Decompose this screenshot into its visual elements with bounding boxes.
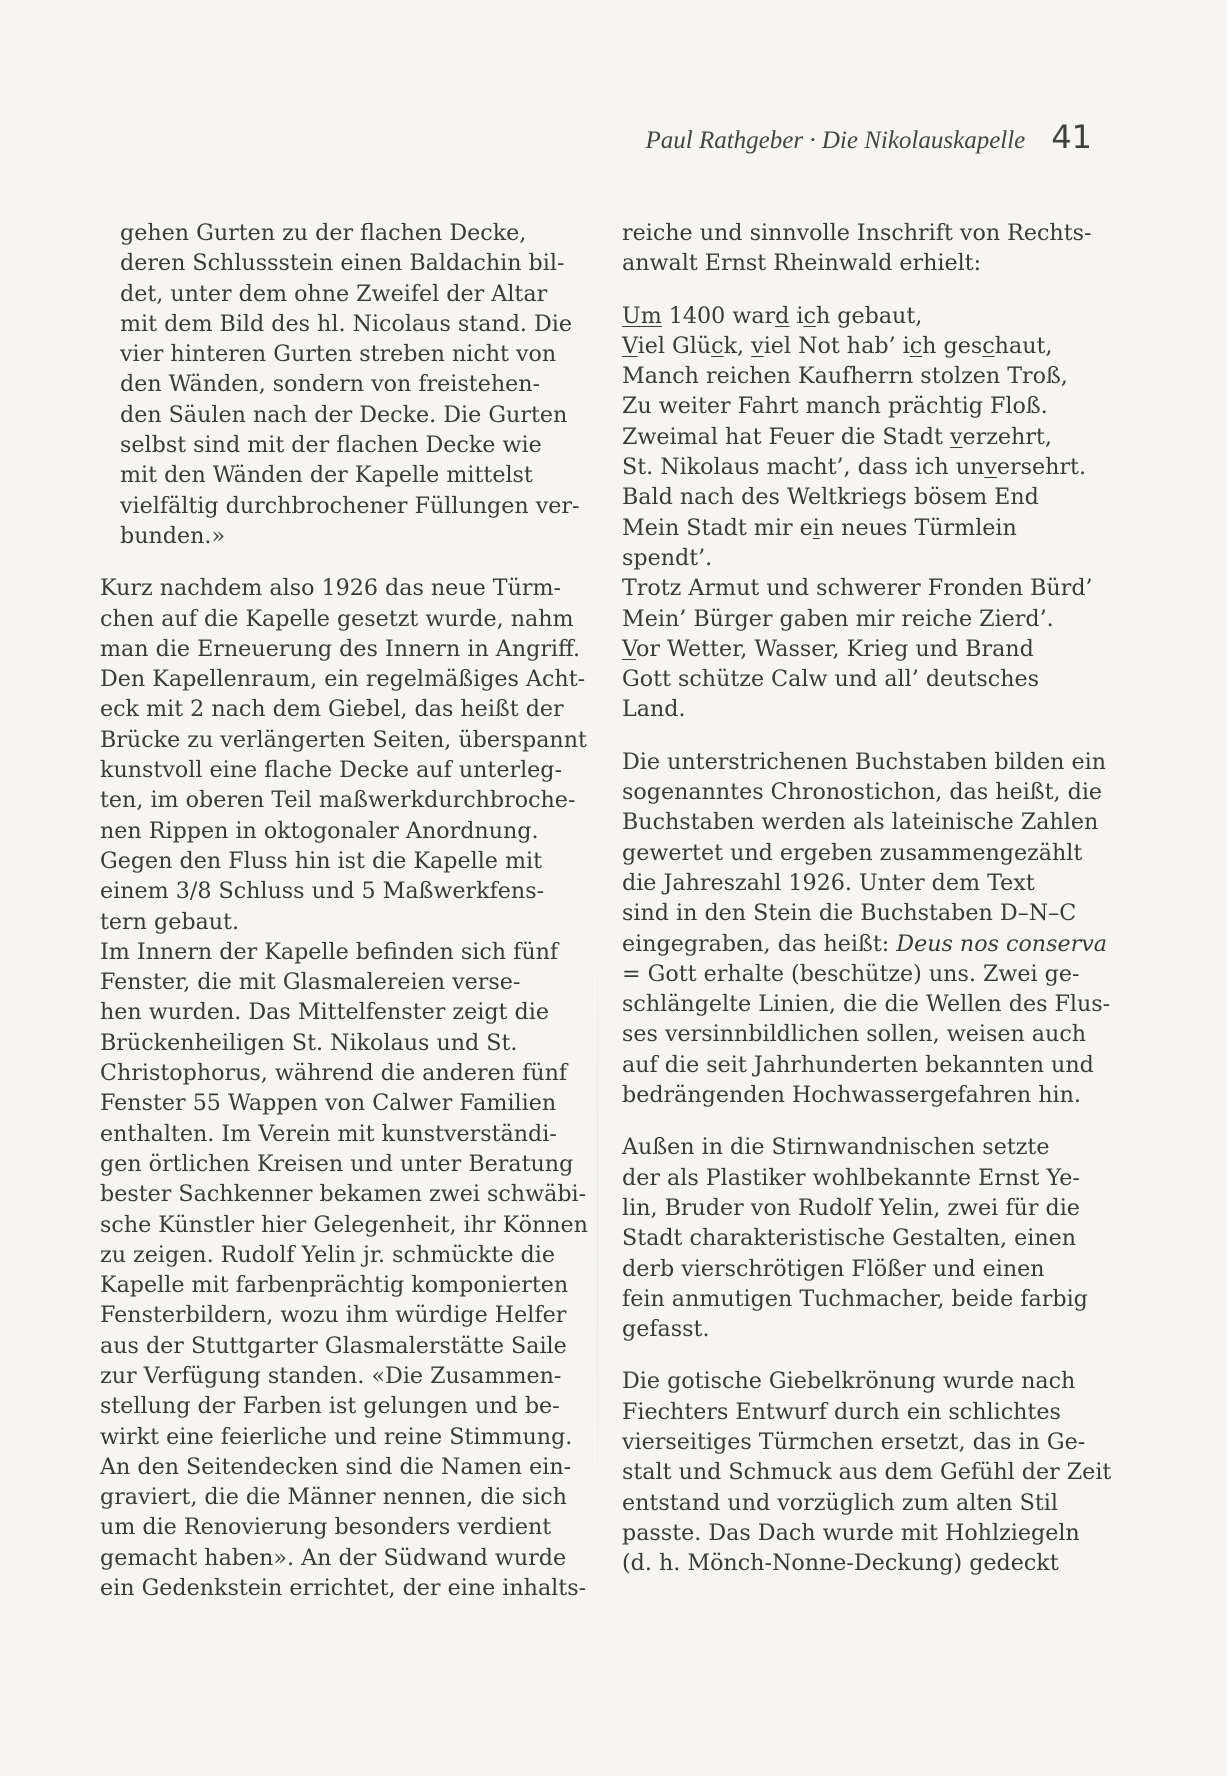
verse-line: Land. xyxy=(622,696,686,723)
text-line: ten, im oberen Teil maßwerkdurchbroche- xyxy=(100,787,576,814)
text-line: Die gotische Giebelkrönung wurde nach xyxy=(622,1368,1076,1395)
text-line: Fiechters Entwurf durch ein schlichtes xyxy=(622,1398,1061,1425)
column-divider xyxy=(597,870,598,1570)
chronogram-letter: v xyxy=(984,454,997,481)
chronogram-letter: c xyxy=(711,332,724,359)
text-line: anwalt Ernst Rheinwald erhielt: xyxy=(622,250,982,277)
verse-text: ersehrt. xyxy=(996,454,1087,481)
paragraph-gap xyxy=(622,1344,1117,1366)
inscription-verse xyxy=(622,301,1117,725)
text-line: den Wänden, sondern von freistehen- xyxy=(120,371,541,398)
text-line: Christophorus, während die anderen fünf xyxy=(100,1060,568,1087)
text-line: bedrängenden Hochwassergefahren hin. xyxy=(622,1082,1081,1109)
chronogram-letter: U xyxy=(622,302,641,329)
verse-line: Mein’ Bürger gaben mir reiche Zierd’. xyxy=(622,605,1054,632)
text-line: aus der Stuttgarter Glasmalerstätte Saile xyxy=(100,1332,567,1359)
text-line: det, unter dem ohne Zweifel der Altar xyxy=(120,280,548,307)
text-line: bunden.» xyxy=(120,522,226,549)
text-line: gemacht haben». An der Südwand wurde xyxy=(100,1544,567,1571)
text-line: um die Renovierung besonders verdient xyxy=(100,1514,552,1541)
verse-text: or Wetter, Wasser, Krieg und Brand xyxy=(636,635,1034,662)
text-line: = Gott erhalte (beschütze) uns. Zwei ge- xyxy=(622,960,1080,987)
text-line: stellung der Farben ist gelungen und be- xyxy=(100,1393,560,1420)
chronogram-letter: c xyxy=(909,332,923,359)
text-line: zu zeigen. Rudolf Yelin jr. schmückte die xyxy=(100,1241,555,1268)
verse-line: Bald nach des Weltkriegs bösem End xyxy=(622,484,1039,511)
text-line: lin, Bruder von Rudolf Yelin, zwei für die xyxy=(622,1194,1080,1221)
verse-line: Gott schütze Calw und all’ deutsches xyxy=(622,666,1040,693)
chronogram-letter: V xyxy=(622,635,636,662)
paragraph-gap xyxy=(622,725,1117,747)
verse-line xyxy=(622,513,1117,543)
text-line: auf die seit Jahrhunderten bekannten und xyxy=(622,1051,1094,1078)
text-line: mit dem Bild des hl. Nicolaus stand. Die xyxy=(120,310,573,337)
verse-text: n neues Türmlein xyxy=(819,514,1017,541)
verse-line xyxy=(622,422,1117,452)
paragraph xyxy=(622,1132,1117,1344)
text-line: vierseitiges Türmchen ersetzt, das in Ge- xyxy=(622,1428,1086,1455)
text-line: Fenster 55 Wappen von Calwer Familien xyxy=(100,1090,557,1117)
verse-line xyxy=(622,301,1117,331)
text-line: deren Schlussstein einen Baldachin bil- xyxy=(120,250,565,277)
verse-text: erzehrt, xyxy=(962,423,1052,450)
paragraph-gap xyxy=(622,279,1117,301)
text-span: eingegraben, das heißt: xyxy=(622,930,897,957)
paragraph xyxy=(100,573,590,937)
paragraph xyxy=(622,747,1117,1111)
verse-line: Trotz Armut und schwerer Fronden Bürd’ xyxy=(622,575,1093,602)
text-line: Brückenheiligen St. Nikolaus und St. xyxy=(100,1029,518,1056)
text-line: Brücke zu verlängerten Seiten, überspannt xyxy=(100,726,587,753)
text-line: chen auf die Kapelle gesetzt wurde, nahm xyxy=(100,605,574,632)
text-line: gefasst. xyxy=(622,1316,710,1343)
paragraph xyxy=(622,1366,1117,1578)
text-line: graviert, die die Männer nennen, die sich xyxy=(100,1484,567,1511)
text-line: nen Rippen in oktogonaler Anordnung. xyxy=(100,817,539,844)
chronogram-letter: d xyxy=(775,302,790,329)
chronogram-letter: V xyxy=(622,332,638,359)
verse-text: St. Nikolaus macht’, dass ich un xyxy=(622,454,985,481)
left-column xyxy=(100,218,590,1603)
text-line: vier hinteren Gurten streben nicht von xyxy=(120,341,557,368)
verse-line xyxy=(622,452,1117,482)
text-line: ein Gedenkstein errichtet, der eine inhalts- xyxy=(100,1575,587,1602)
text-line: die Jahreszahl 1926. Unter dem Text xyxy=(622,869,1035,896)
text-line: Außen in die Stirnwandnischen setzte xyxy=(622,1134,1050,1161)
verse-line xyxy=(622,634,1117,664)
right-column xyxy=(622,218,1117,1578)
text-line: eck mit 2 nach dem Giebel, das heißt der xyxy=(100,696,564,723)
verse-line: spendt’. xyxy=(622,544,713,571)
chronogram-letter: i xyxy=(812,514,820,541)
verse-text: k, xyxy=(723,332,752,359)
text-line: tern gebaut. xyxy=(100,908,240,935)
text-line: entstand und vorzüglich zum alten Stil xyxy=(622,1489,1058,1516)
text-line: Gegen den Fluss hin ist die Kapelle mit xyxy=(100,847,543,874)
verse-text: 1400 war xyxy=(661,302,776,329)
text-line: Im Innern der Kapelle befinden sich fünf xyxy=(100,938,559,965)
text-line: der als Plastiker wohlbekannte Ernst Ye- xyxy=(622,1164,1080,1191)
verse-line: Zu weiter Fahrt manch prächtig Floß. xyxy=(622,393,1048,420)
text-line: Stadt charakteristische Gestalten, einen xyxy=(622,1225,1077,1252)
verse-text: h gebaut, xyxy=(815,302,923,329)
verse-line xyxy=(622,331,1117,361)
verse-text: h ges xyxy=(922,332,983,359)
text-line: Kurz nachdem also 1926 das neue Türm- xyxy=(100,575,562,602)
text-line: selbst sind mit der flachen Decke wie xyxy=(120,432,542,459)
text-line: bester Sachkenner bekamen zwei schwäbi- xyxy=(100,1181,587,1208)
text-line: Die unterstrichenen Buchstaben bilden ein xyxy=(622,748,1107,775)
text-line: stalt und Schmuck aus dem Gefühl der Zeit xyxy=(622,1459,1112,1486)
running-title: Paul Rathgeber · Die Nikolauskapelle xyxy=(645,127,1026,154)
text-line: (d. h. Mönch-Nonne-Deckung) gedeckt xyxy=(622,1550,1059,1577)
verse-text: iel Glü xyxy=(637,332,712,359)
text-line: man die Erneuerung des Innern in Angriff. xyxy=(100,635,581,662)
paragraph xyxy=(100,937,590,1604)
text-line: gewertet und ergeben zusammengezählt xyxy=(622,839,1083,866)
chronogram-letter: c xyxy=(803,302,816,329)
text-line: derb vierschrötigen Flößer und einen xyxy=(622,1255,1045,1282)
text-line: reiche und sinnvolle Inschrift von Rechts- xyxy=(622,220,1092,246)
text-line: fein anmutigen Tuchmacher, beide farbig xyxy=(622,1285,1088,1312)
text-line: passte. Das Dach wurde mit Hohlziegeln xyxy=(622,1519,1080,1546)
chronogram-letter: c xyxy=(982,332,995,359)
chronogram-letter: v xyxy=(949,423,963,450)
text-line: Fensterbildern, wozu ihm würdige Helfer xyxy=(100,1302,567,1329)
text-line: ses versinnbildlichen sollen, weisen auch xyxy=(622,1021,1087,1048)
paragraph xyxy=(622,218,1117,279)
page-number: 41 xyxy=(1051,118,1092,156)
text-line: wirkt eine feierliche und reine Stimmung. xyxy=(100,1423,573,1450)
text-line xyxy=(622,929,1117,959)
latin-phrase: Deus nos conserva xyxy=(896,930,1107,957)
text-line: gehen Gurten zu der flachen Decke, xyxy=(120,220,527,246)
text-line: Fenster, die mit Glasmalereien verse- xyxy=(100,969,521,996)
verse-text: iel Not hab’ i xyxy=(763,332,910,359)
block-quote xyxy=(100,218,590,551)
text-line: den Säulen nach der Decke. Die Gurten xyxy=(120,401,568,428)
text-line: vielfältig durchbrochener Füllungen ver- xyxy=(120,492,580,519)
text-line: hen wurden. Das Mittelfenster zeigt die xyxy=(100,999,549,1026)
text-line: An den Seitendecken sind die Namen ein- xyxy=(100,1453,572,1480)
verse-text: i xyxy=(789,302,804,329)
text-line: enthalten. Im Verein mit kunstverständi- xyxy=(100,1120,557,1147)
text-line: kunstvoll eine flache Decke auf unterleg- xyxy=(100,757,563,784)
verse-line: Manch reichen Kaufherrn stolzen Troß, xyxy=(622,363,1068,390)
verse-text: Mein Stadt mir e xyxy=(622,514,813,541)
text-line: Kapelle mit farbenprächtig komponierten xyxy=(100,1272,569,1299)
text-line: einem 3/8 Schluss und 5 Maßwerkfens- xyxy=(100,878,545,905)
chronogram-letter: m xyxy=(640,302,662,329)
text-line: sogenanntes Chronostichon, das heißt, die xyxy=(622,779,1103,806)
chronogram-letter: v xyxy=(751,332,764,359)
text-line: Den Kapellenraum, ein regelmäßiges Acht- xyxy=(100,666,586,693)
text-line: sind in den Stein die Buchstaben D–N–C xyxy=(622,900,1077,927)
text-line: gen örtlichen Kreisen und unter Beratung xyxy=(100,1150,574,1177)
text-line: Buchstaben werden als lateinische Zahlen xyxy=(622,809,1099,836)
text-line: sche Künstler hier Gelegenheit, ihr Können xyxy=(100,1211,588,1238)
paragraph-gap xyxy=(622,1110,1117,1132)
paragraph-gap xyxy=(100,551,590,573)
text-line: schlängelte Linien, die die Wellen des Flus- xyxy=(622,991,1111,1018)
verse-text: Zweimal hat Feuer die Stadt xyxy=(622,423,950,450)
page-header xyxy=(646,118,1093,156)
verse-text: haut, xyxy=(994,332,1053,359)
text-line: mit den Wänden der Kapelle mittelst xyxy=(120,462,533,489)
text-line: zur Verfügung standen. «Die Zusammen- xyxy=(100,1362,562,1389)
